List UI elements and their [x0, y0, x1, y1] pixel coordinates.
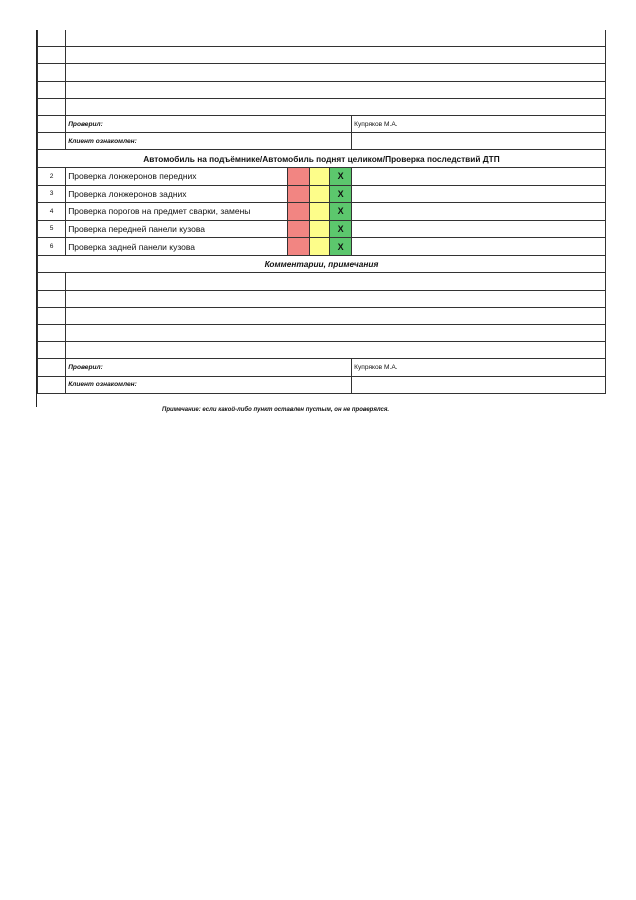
cell — [38, 64, 66, 81]
cell — [66, 30, 606, 47]
checklist-row — [38, 220, 606, 238]
status-red-cell[interactable] — [287, 185, 309, 203]
client-acknowledged-row — [38, 133, 606, 150]
checked-by-row — [38, 115, 606, 132]
item-number: 4 — [38, 203, 66, 221]
cell — [38, 115, 66, 132]
cell — [38, 307, 66, 324]
checked-by-row — [38, 359, 606, 376]
status-green-cell[interactable]: X — [330, 167, 352, 185]
status-yellow-cell[interactable] — [309, 185, 329, 203]
blank-row — [38, 47, 606, 64]
cell — [38, 273, 66, 290]
blank-row — [38, 64, 606, 81]
comments-header-row — [38, 255, 606, 273]
comment-line — [38, 342, 606, 359]
status-yellow-cell[interactable] — [309, 167, 329, 185]
cell — [38, 98, 66, 115]
checker-name: Купряков М.А. — [352, 359, 606, 376]
comment-field[interactable] — [66, 307, 606, 324]
blank-row — [38, 81, 606, 98]
section-title: Автомобиль на подъёмнике/Автомобиль поднят целиком/Проверка последствий ДТП — [38, 150, 606, 168]
cell — [66, 98, 606, 115]
checklist-row — [38, 238, 606, 256]
status-yellow-cell[interactable] — [309, 203, 329, 221]
item-comment-cell[interactable] — [352, 203, 606, 221]
cell — [66, 47, 606, 64]
cell — [38, 359, 66, 376]
comment-field[interactable] — [66, 290, 606, 307]
comment-field[interactable] — [66, 325, 606, 342]
item-comment-cell[interactable] — [352, 220, 606, 238]
status-red-cell[interactable] — [287, 203, 309, 221]
status-red-cell[interactable] — [287, 238, 309, 256]
cell — [38, 133, 66, 150]
client-acknowledged-row — [38, 376, 606, 393]
comment-line — [38, 273, 606, 290]
comments-title: Комментарии, примечания — [38, 255, 606, 273]
item-label: Проверка передней панели кузова — [66, 220, 288, 238]
checklist-row — [38, 203, 606, 221]
checklist-row — [38, 167, 606, 185]
status-yellow-cell[interactable] — [309, 238, 329, 256]
cell — [38, 325, 66, 342]
item-number: 6 — [38, 238, 66, 256]
item-label: Проверка задней панели кузова — [66, 238, 288, 256]
client-signature-field[interactable] — [352, 133, 606, 150]
comment-field[interactable] — [66, 342, 606, 359]
blank-row — [38, 30, 606, 47]
cell — [38, 81, 66, 98]
comment-line — [38, 290, 606, 307]
status-red-cell[interactable] — [287, 167, 309, 185]
item-number: 2 — [38, 167, 66, 185]
status-green-cell[interactable]: X — [330, 185, 352, 203]
item-number: 5 — [38, 220, 66, 238]
status-green-cell[interactable]: X — [330, 238, 352, 256]
status-green-cell[interactable]: X — [330, 220, 352, 238]
client-acknowledged-label: Клиент ознакомлен: — [66, 376, 352, 393]
item-label: Проверка лонжеронов задних — [66, 185, 288, 203]
item-comment-cell[interactable] — [352, 238, 606, 256]
cell — [38, 342, 66, 359]
checked-by-label: Проверил: — [66, 115, 352, 132]
item-label: Проверка порогов на предмет сварки, замены — [66, 203, 288, 221]
item-label: Проверка лонжеронов передних — [66, 167, 288, 185]
status-green-cell[interactable]: X — [330, 203, 352, 221]
item-number: 3 — [38, 185, 66, 203]
cell — [38, 30, 66, 47]
footnote: Примечание: если какой-либо пункт оставлен пустым, он не проверялся. — [162, 407, 390, 413]
comment-field[interactable] — [66, 273, 606, 290]
cell — [38, 47, 66, 64]
client-acknowledged-label: Клиент ознакомлен: — [66, 133, 352, 150]
cell — [66, 64, 606, 81]
inspection-table — [37, 30, 606, 394]
cell — [66, 81, 606, 98]
checklist-row — [38, 185, 606, 203]
item-comment-cell[interactable] — [352, 185, 606, 203]
checked-by-label: Проверил: — [66, 359, 352, 376]
blank-row — [38, 98, 606, 115]
client-signature-field[interactable] — [352, 376, 606, 393]
status-yellow-cell[interactable] — [309, 220, 329, 238]
checker-name: Купряков М.А. — [352, 115, 606, 132]
status-red-cell[interactable] — [287, 220, 309, 238]
comment-line — [38, 325, 606, 342]
section-header-row — [38, 150, 606, 168]
comment-line — [38, 307, 606, 324]
item-comment-cell[interactable] — [352, 167, 606, 185]
cell — [38, 290, 66, 307]
cell — [38, 376, 66, 393]
